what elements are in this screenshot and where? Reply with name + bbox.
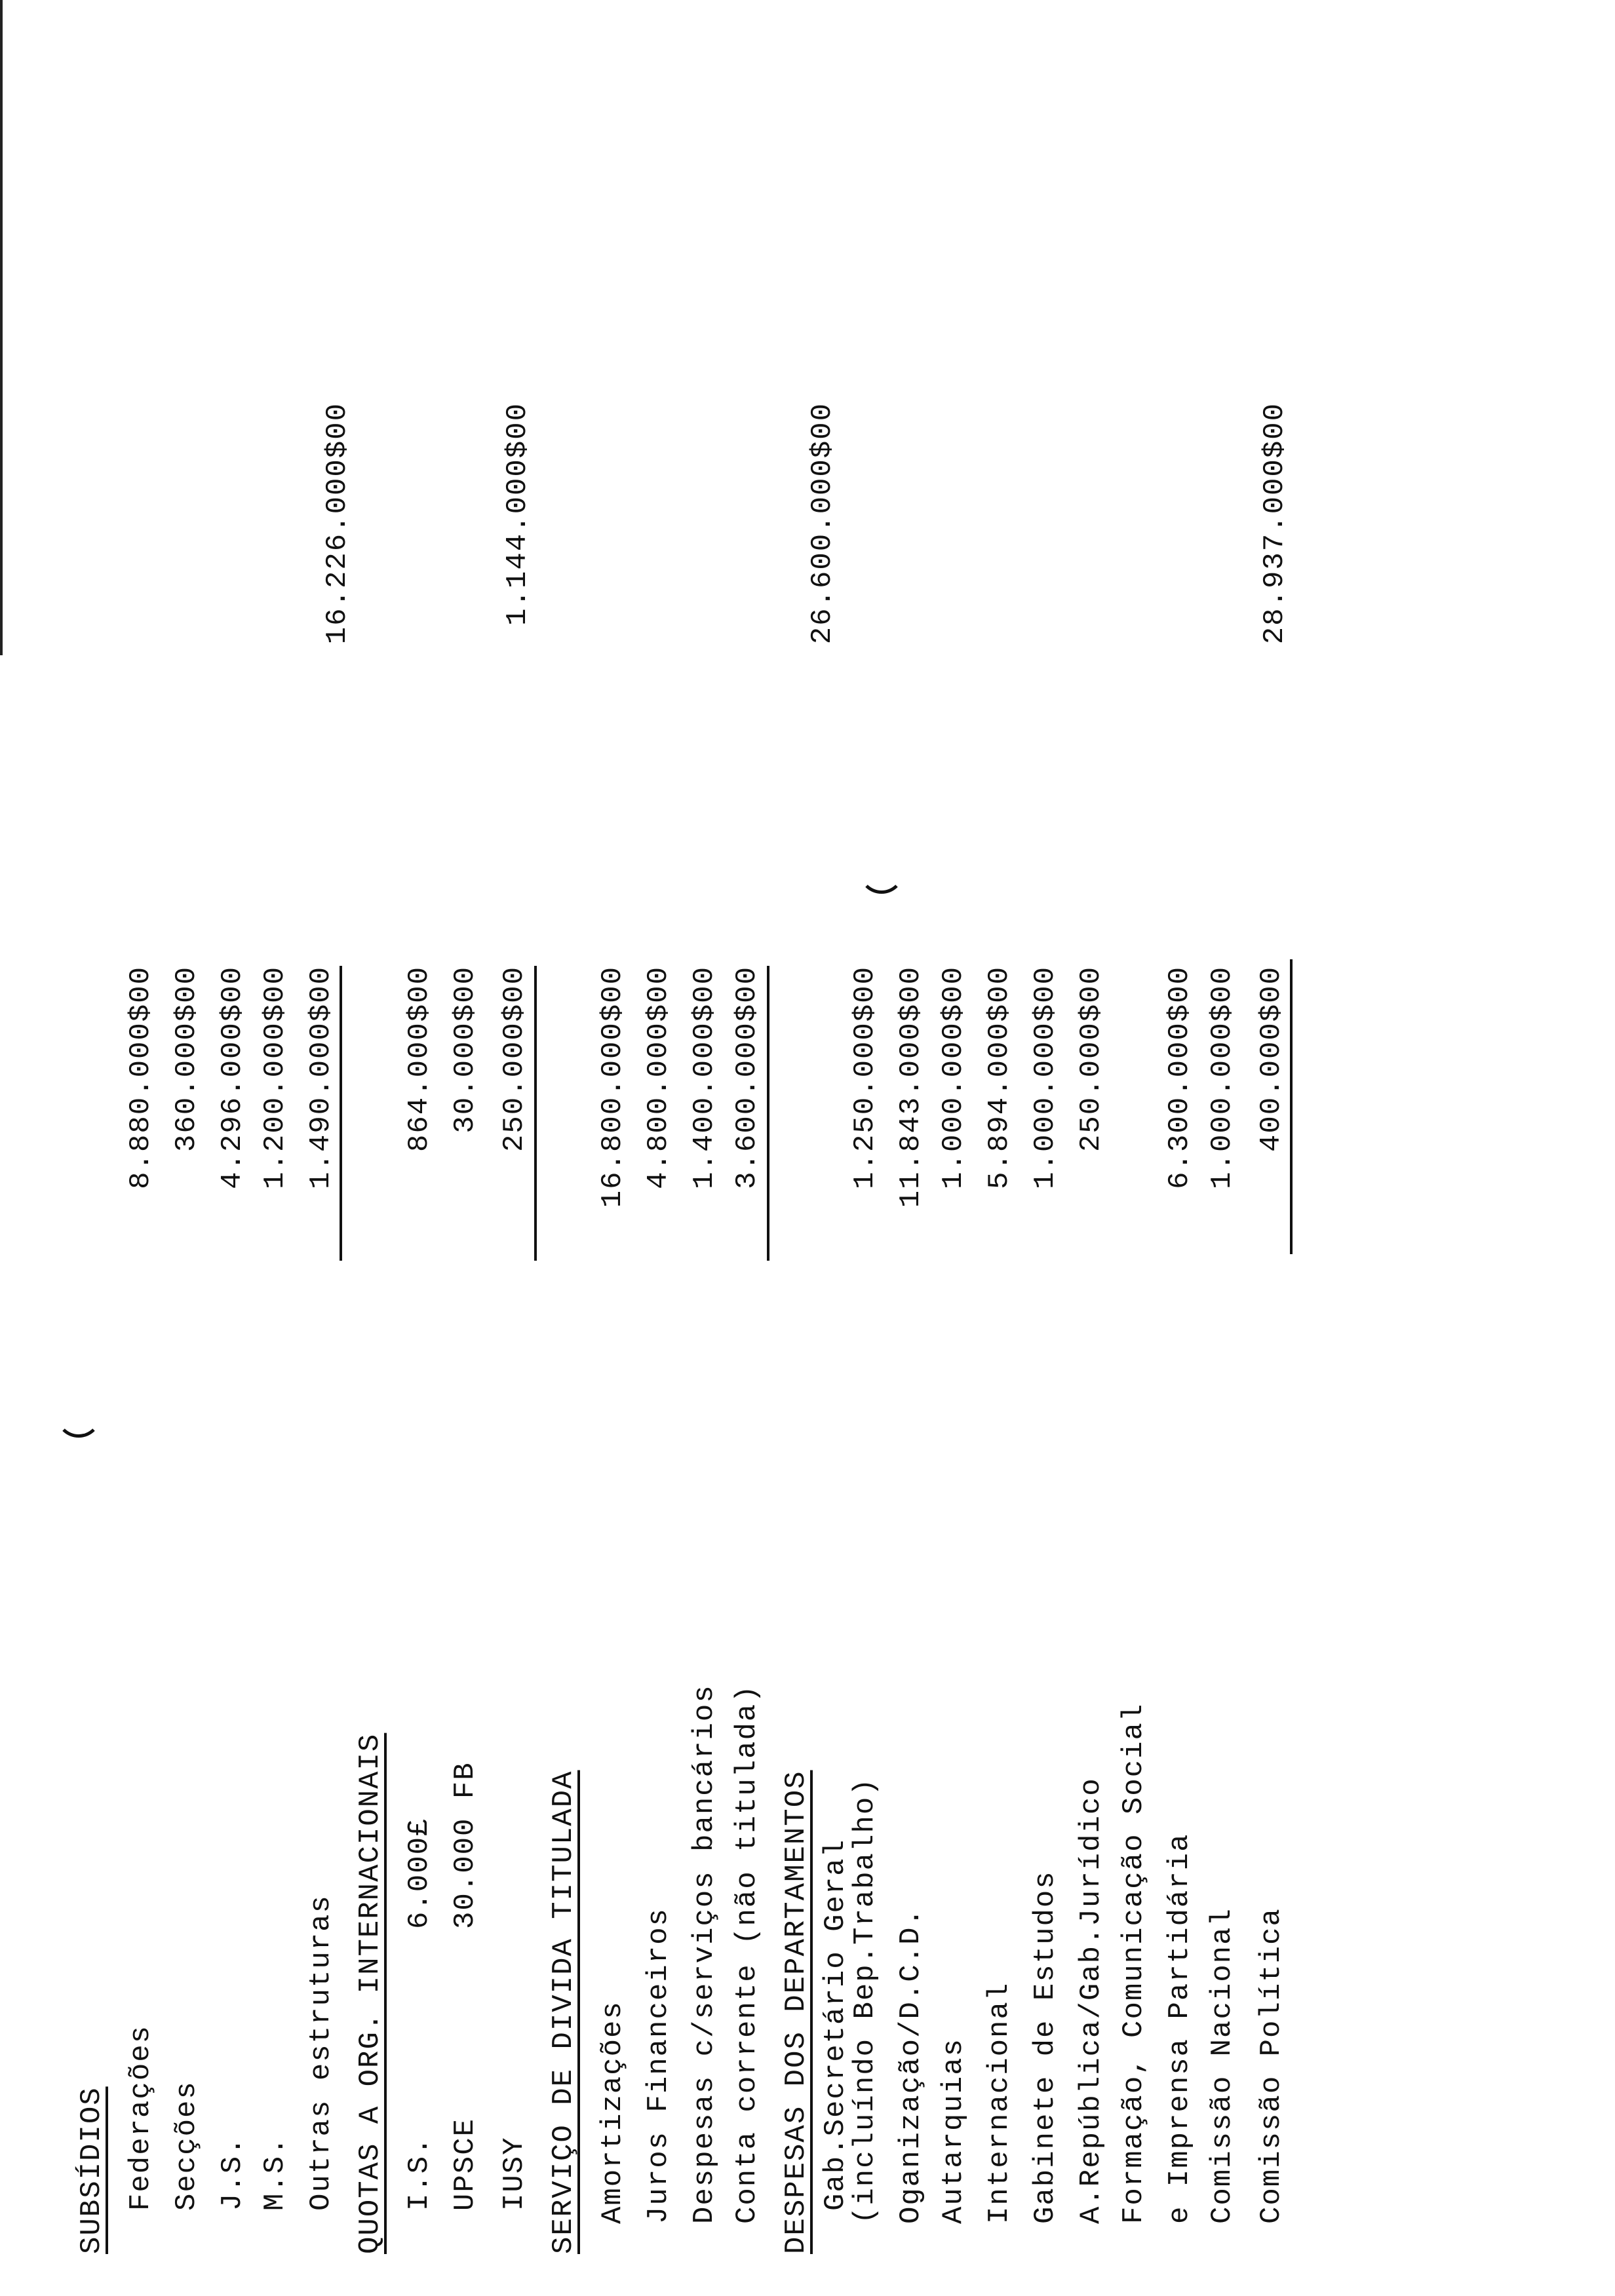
item-amount: 1.200.000$00: [259, 966, 292, 1189]
item-amount: 250.000$00: [1075, 966, 1108, 1153]
item-amount: 5.894.000$00: [983, 966, 1016, 1189]
item-note: 30.000 FB: [449, 1761, 482, 1929]
item-amount: 1.000.000$00: [937, 966, 970, 1189]
item-label: Gabinete de Estudos: [1029, 1870, 1062, 2224]
item-label: Outras estruturas: [305, 1894, 338, 2211]
item-amount: 16.800.000$00: [596, 966, 629, 1208]
item-amount: 400.000$00: [1255, 966, 1288, 1153]
item-amount: 30.000$00: [449, 966, 482, 1134]
item-label: Juros Financeiros: [642, 1907, 675, 2224]
item-amount: 864.000$00: [403, 966, 436, 1153]
item-amount: 4.296.000$00: [216, 966, 249, 1189]
section-total: 16.226.000$00: [321, 402, 354, 645]
item-amount: 360.000$00: [170, 966, 203, 1153]
section-title-divida: SERVIÇO DE DIVIDA TITULADA: [547, 1770, 580, 2254]
scan-edge-line: [0, 0, 3, 655]
section-title-subsidios: SUBSÍDIOS: [75, 2086, 108, 2254]
punch-hole-mark: [56, 1392, 102, 1438]
item-label: Amortizações: [596, 2000, 629, 2224]
item-label: A.República/Gab.Jurídico: [1075, 1777, 1108, 2224]
item-amount: 6.300.000$00: [1163, 966, 1196, 1189]
subtotal-rule: [1290, 959, 1293, 1254]
subtotal-rule: [767, 966, 769, 1261]
item-label: M.S.: [259, 2136, 292, 2211]
item-label: Comissão Política: [1255, 1907, 1288, 2224]
item-label: Internacional: [983, 1981, 1016, 2224]
item-amount: 3.600.000$00: [731, 966, 764, 1189]
item-amount: 11.843.000$00: [895, 966, 927, 1208]
item-amount: 1.000.000$00: [1206, 966, 1239, 1189]
item-label-continued: (incluíndo Bep.Trabalho): [849, 1777, 882, 2224]
item-label: Conta corrente (não titulada): [731, 1684, 764, 2224]
item-amount: 1.400.000$00: [688, 966, 721, 1189]
item-label: UPSCE: [449, 2117, 482, 2211]
item-amount: 8.880.000$00: [125, 966, 157, 1189]
subtotal-rule: [534, 966, 537, 1261]
item-label-continued: e Imprensa Partidária: [1163, 1833, 1196, 2224]
item-label: Secções: [170, 2080, 203, 2211]
item-amount: 250.000$00: [498, 966, 531, 1153]
item-label: Despesas c/serviços bancários: [688, 1684, 721, 2224]
item-label: Oganização/D.C.D.: [895, 1907, 927, 2224]
punch-hole-mark: [859, 848, 905, 894]
item-amount: 4.800.000$00: [642, 966, 675, 1189]
item-amount: 1.490.000$00: [305, 966, 338, 1189]
section-total: 28.937.000$00: [1258, 402, 1291, 645]
item-amount: 1.250.000$00: [849, 966, 882, 1189]
item-note: 6.000£: [403, 1817, 436, 1929]
item-label: I.S.: [403, 2136, 436, 2211]
item-label: IUSY: [498, 2136, 531, 2211]
item-label: Federações: [125, 2024, 157, 2211]
item-amount: 1.000.000$00: [1029, 966, 1062, 1189]
section-total: 1.144.000$00: [501, 402, 534, 626]
section-total: 26.600.000$00: [806, 402, 839, 645]
item-label: J.S.: [216, 2136, 249, 2211]
item-label: Autarquias: [937, 2037, 970, 2224]
section-title-departamentos: DESPESAS DOS DEPARTAMENTOS: [780, 1770, 813, 2254]
item-label: Gab.Secretário Geral: [819, 1838, 852, 2211]
item-label: Comissão Nacional: [1206, 1907, 1239, 2224]
item-label: Formação, Comunicação Social: [1118, 1702, 1150, 2224]
subtotal-rule: [340, 966, 342, 1261]
section-title-quotas: QUOTAS A ORG. INTERNACIONAIS: [354, 1732, 387, 2254]
